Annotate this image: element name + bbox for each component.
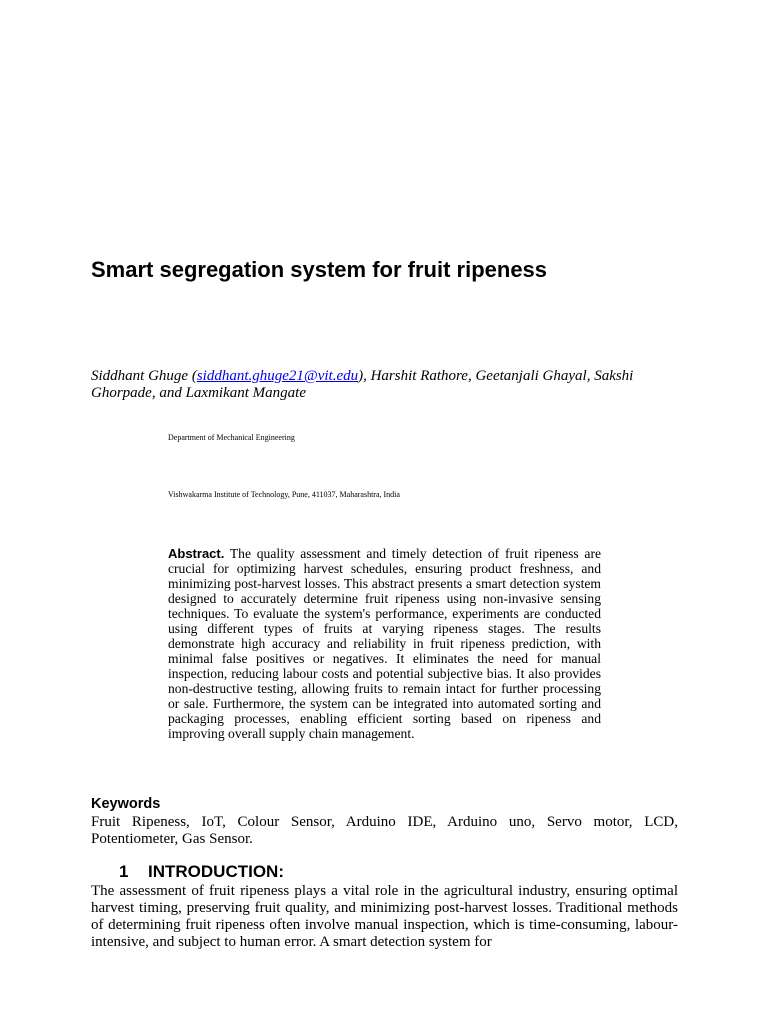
section-title: INTRODUCTION: bbox=[148, 862, 284, 881]
paper-title: Smart segregation system for fruit ripeness bbox=[91, 257, 548, 282]
keywords-text: Fruit Ripeness, IoT, Colour Sensor, Arduino IDE, Arduino uno, Servo motor, LCD, Potentiometer, Gas Sensor. bbox=[91, 814, 678, 847]
author-list bbox=[91, 368, 679, 402]
author-rest: ), Harshit Rathore, Geetanjali Ghayal, Sakshi Ghorpade, and Laxmikant Mangate bbox=[91, 368, 634, 401]
introduction-paragraph: The assessment of fruit ripeness plays a vital role in the agricultural industry, ensuring optimal harvest timing, preserving fruit quality, and minimizing post-harvest losses. Traditional methods of determining fruit ripeness often involve manual inspection, which is time-consuming, labour-intensive, and subject to human error. A smart detection system for bbox=[91, 883, 678, 950]
section-heading-introduction bbox=[119, 862, 284, 882]
affiliation-institute: Vishwakarma Institute of Technology, Pune, 411037, Maharashtra, India bbox=[168, 490, 400, 499]
author-email-link[interactable]: siddhant.ghuge21@vit.edu bbox=[196, 368, 359, 384]
section-number: 1 bbox=[119, 862, 129, 881]
author-first: Siddhant Ghuge ( bbox=[91, 368, 197, 384]
keywords-heading: Keywords bbox=[91, 796, 161, 812]
abstract-text: The quality assessment and timely detection of fruit ripeness are crucial for optimizing harvest schedules, ensuring product freshness, and minimizing post-harvest losses. This abstract presents a smart detection system designed to accurately determine fruit ripeness using non-invasive sensing techniques. To evaluate the system's performance, experiments are conducted using different types of fruits at varying ripeness stages. The results demonstrate high accuracy and reliability in fruit ripeness prediction, with minimal false positives or negatives. It eliminates the need for manual inspection, reducing labour costs and potential subjective bias. It also provides non-destructive testing, allowing fruits to remain intact for further processing or sale. Furthermore, the system can be integrated into automated sorting and packaging processes, enabling efficient sorting based on ripeness and improving overall supply chain management. bbox=[168, 546, 602, 741]
abstract bbox=[168, 546, 601, 741]
abstract-label: Abstract. bbox=[168, 546, 225, 561]
affiliation-department: Department of Mechanical Engineering bbox=[168, 433, 295, 442]
